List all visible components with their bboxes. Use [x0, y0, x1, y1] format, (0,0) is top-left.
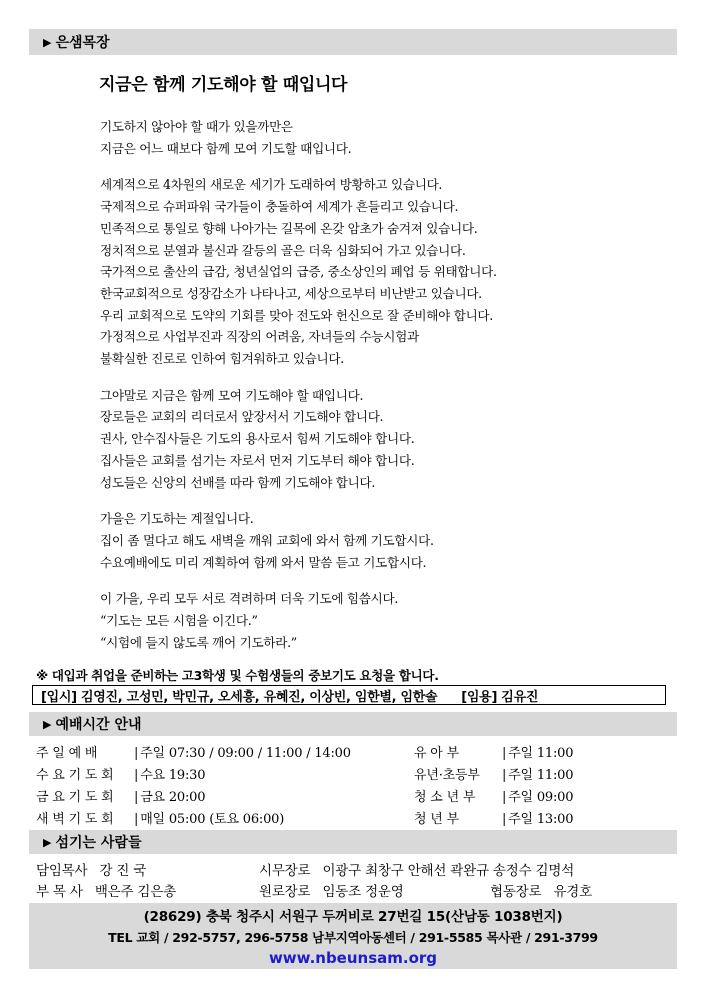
body-line: “기도는 모든 시험을 이긴다.” [100, 613, 258, 629]
phone-numbers: TEL 교회 / 292-5757, 296-5758 남부지역아동센터 / 291-5585 목사관 / 291-3799 [108, 930, 598, 945]
footer [29, 903, 677, 969]
staff-role: 시무장로 [259, 863, 311, 879]
body-line: 민족적으로 통일로 향해 나아가는 길목에 온갖 암초가 숨겨져 있습니다. [100, 220, 478, 236]
staff-role: 원로장로 [259, 884, 311, 900]
paragraph [100, 588, 570, 653]
schedule-row: 유 아 부 | 주일 11:00 [414, 742, 573, 761]
department-name: 청 소 년 부 [414, 790, 476, 805]
schedule-row: 수 요 기 도 회 | 수요 19:30 [36, 764, 205, 783]
church-address: (28629) 충북 청주시 서원구 두꺼비로 27번길 15(산남동 1038번지) [143, 909, 563, 925]
schedule-row: 새 벽 기 도 회 | 매일 05:00 (토요 06:00) [36, 808, 284, 827]
website-link[interactable]: www.nbeunsam.org [268, 949, 438, 967]
body-line: 집사들은 교회를 섬기는 자로서 먼저 기도부터 해야 합니다. [100, 452, 415, 468]
header-bar [29, 29, 677, 55]
body-line: 수요예배에도 미리 계획하여 함께 와서 말씀 듣고 기도합시다. [100, 554, 427, 570]
department-time: 주일 09:00 [508, 790, 574, 805]
staff-names: 이광구 최창구 안해선 곽완규 송정수 김명석 [322, 863, 575, 879]
body-line: 불확실한 진로로 인하여 힘겨워하고 있습니다. [100, 351, 344, 367]
ipsi-names: [입시] 김영진, 고성민, 박민규, 오세흥, 유혜진, 이상빈, 임한별, 임한솔 [41, 689, 438, 705]
body-line: 그야말로 지금은 함께 모여 기도해야 할 때입니다. [100, 387, 364, 403]
staff-role: 부 목 사 [36, 884, 83, 900]
department-name: 유 아 부 [414, 746, 459, 761]
schedule-row: 금 요 기 도 회 | 금요 20:00 [36, 786, 205, 805]
triangle-bullet-icon: ▶ [43, 35, 52, 49]
body-line: 성도들은 신앙의 선배를 따라 함께 기도해야 합니다. [100, 474, 376, 490]
body-line: 국제적으로 슈퍼파워 국가들이 충돌하여 세계가 흔들리고 있습니다. [100, 199, 459, 215]
staff-role: 협동장로 [490, 884, 542, 900]
staff-names: 강 진 국 [99, 863, 147, 879]
schedule-row: 유년·초등부 | 주일 11:00 [414, 764, 573, 783]
department-name: 유년·초등부 [414, 768, 480, 783]
paragraph [100, 508, 570, 573]
body-line: 장로들은 교회의 리더로서 앞장서서 기도해야 합니다. [100, 409, 384, 425]
body-line: “시험에 들지 않도록 깨어 기도하라.” [100, 634, 297, 650]
body-line: 이 가을, 우리 모두 서로 격려하며 더욱 기도에 힘씁시다. [100, 591, 399, 607]
paragraph [100, 174, 570, 369]
schedule-row: 주 일 예 배 | 주일 07:30 / 09:00 / 11:00 / 14:00 [36, 742, 351, 761]
body-line: 권사, 안수집사들은 기도의 용사로서 힘써 기도해야 합니다. [100, 431, 415, 447]
body-line: 세계적으로 4차원의 새로운 세기가 도래하여 방황하고 있습니다. [100, 177, 443, 193]
body-line: 가을은 기도하는 계절입니다. [100, 511, 254, 527]
service-name: 새 벽 기 도 회 [36, 812, 114, 827]
staff-role: 담임목사 [36, 863, 88, 879]
body-line: 한국교회적으로 성장감소가 나타나고, 세상으로부터 비난받고 있습니다. [100, 285, 482, 301]
service-time: 금요 20:00 [140, 790, 206, 805]
body-line: 집이 좀 멀다고 해도 새벽을 깨워 교회에 와서 함께 기도합시다. [100, 532, 434, 548]
service-time: 수요 19:30 [140, 768, 206, 783]
body-line: 가정적으로 사업부진과 직장의 어려움, 자녀들의 수능시험과 [100, 329, 419, 345]
imyong-names: [임용] 김유진 [461, 689, 539, 705]
worship-heading: 예배시간 안내 [55, 717, 142, 733]
worship-heading-bar [29, 712, 677, 736]
department-time: 주일 11:00 [508, 746, 574, 761]
service-name: 수 요 기 도 회 [36, 768, 114, 783]
staff-names: 유경호 [553, 884, 592, 900]
staff-names: 백은주 김은총 [94, 884, 176, 900]
triangle-bullet-icon: ▶ [43, 835, 52, 849]
service-time: 주일 07:30 / 09:00 / 11:00 / 14:00 [140, 746, 351, 761]
associate-pastor-row [36, 880, 176, 900]
schedule-row: 청 년 부 | 주일 13:00 [414, 808, 573, 827]
staff-heading-bar [29, 830, 677, 854]
body-line: 정치적으로 분열과 불신과 갈등의 골은 더욱 심화되어 가고 있습니다. [100, 242, 466, 258]
department-name: 청 년 부 [414, 812, 459, 827]
service-name: 주 일 예 배 [36, 746, 98, 761]
service-name: 금 요 기 도 회 [36, 790, 114, 805]
body-line: 기도하지 않아야 할 때가 있을까만은 [100, 119, 293, 134]
staff-heading: 섬기는 사람들 [55, 835, 142, 851]
service-time: 매일 05:00 (토요 06:00) [140, 812, 285, 827]
paragraph [100, 385, 570, 494]
department-time: 주일 11:00 [508, 768, 574, 783]
elders-row [259, 859, 574, 879]
body-line: 지금은 어느 때보다 함께 모여 기도할 때입니다. [100, 140, 352, 156]
emeritus-elders-row [259, 880, 404, 900]
body-line: 우리 교회적으로 도약의 기회를 맞아 전도와 헌신으로 잘 준비해야 합니다. [100, 307, 493, 323]
article-body [100, 116, 570, 668]
cooperating-elders-row [490, 880, 592, 900]
department-time: 주일 13:00 [508, 812, 574, 827]
schedule-row: 청 소 년 부 | 주일 09:00 [414, 786, 573, 805]
article-title: 지금은 함께 기도해야 할 때입니다 [99, 75, 348, 95]
body-line: 국가적으로 출산의 급감, 청년실업의 급증, 중소상인의 폐업 등 위태합니다. [100, 264, 497, 280]
header-title: 은샘목장 [55, 35, 110, 51]
prayer-request-notice: ※ 대입과 취업을 준비하는 고3학생 및 수험생들의 중보기도 요청을 합니다. [36, 668, 439, 683]
triangle-bullet-icon: ▶ [43, 717, 52, 731]
senior-pastor-row [36, 859, 146, 879]
staff-names: 임동조 정운영 [322, 884, 404, 900]
paragraph [100, 116, 570, 159]
prayer-names-box [32, 685, 666, 705]
